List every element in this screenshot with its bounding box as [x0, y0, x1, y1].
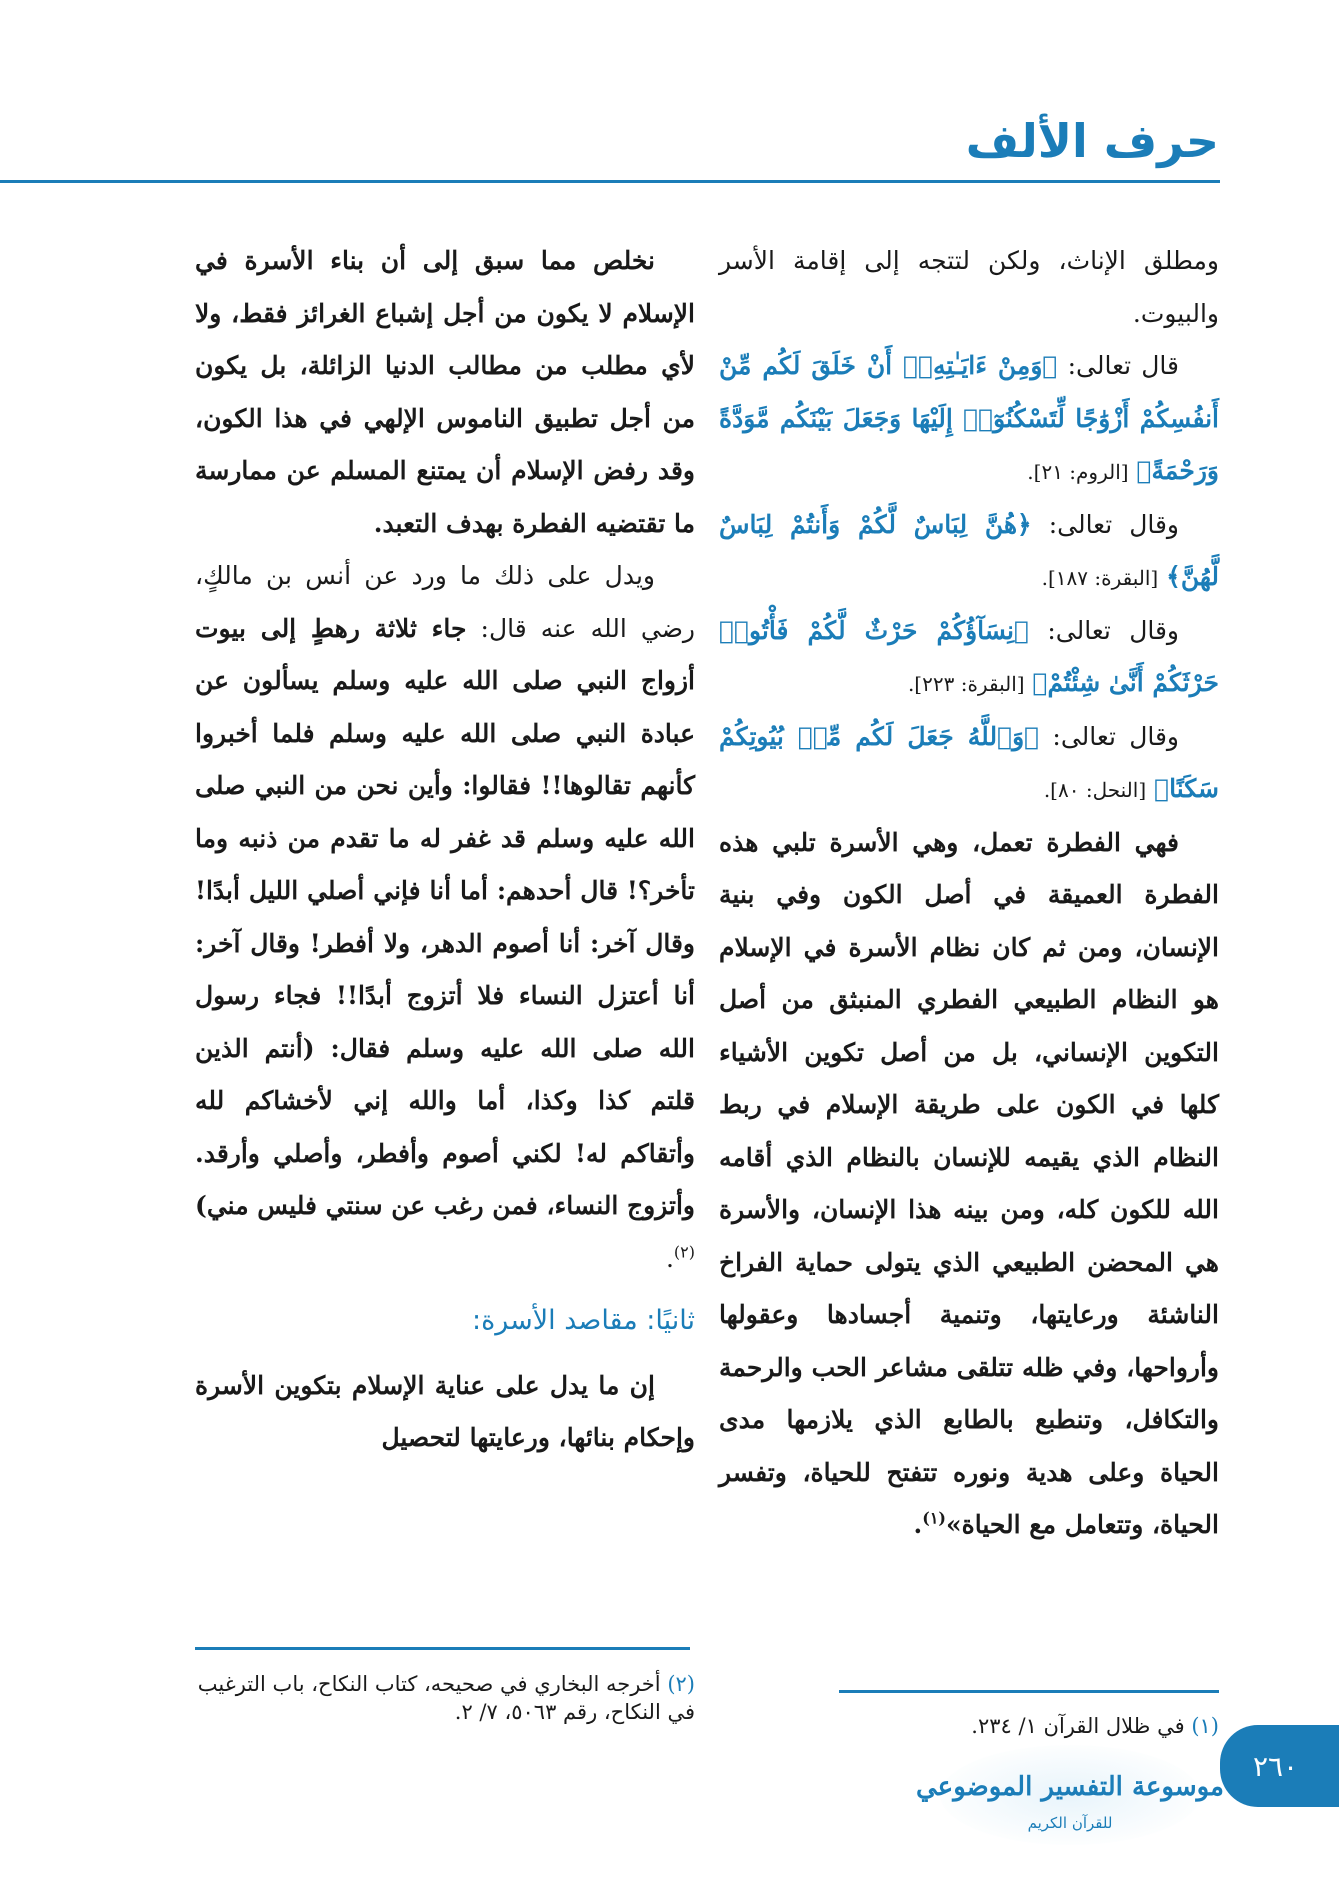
page-header-title: حرف الألف [965, 114, 1219, 168]
footnote [699, 1712, 1219, 1740]
quote-intro: وقال تعالى: [1052, 721, 1179, 751]
section-heading: ثانيًا: مقاصد الأسرة: [471, 1305, 695, 1336]
page-number-badge [1220, 1725, 1339, 1807]
quote-intro: وقال تعالى: [1047, 615, 1179, 645]
footnote-text: في ظلال القرآن ١/ ٢٣٤. [971, 1714, 1185, 1738]
encyclopedia-logo [916, 1740, 1224, 1850]
paragraph-text: ومطلق الإناث، ولكن لتتجه إلى إقامة الأسر والبيوت. [719, 246, 1219, 328]
paragraph-text: إن ما يدل على عناية الإسلام بتكوين الأسرة وإحكام بنائها، ورعايتها لتحصيل [195, 1370, 695, 1452]
footnote-marker[interactable]: (١) [922, 1508, 946, 1528]
quran-quote [719, 605, 1219, 711]
verse-reference: [البقرة: ١٨٧]. [1041, 566, 1159, 590]
page-number: ٢٦٠ [1252, 1749, 1299, 1783]
footnote-marker[interactable]: (٢) [673, 1242, 695, 1262]
footnote-rule [195, 1647, 690, 1650]
paragraph-text: فهي الفطرة تعمل، وهي الأسرة تلبي هذه الفطرة العميقة في أصل الكون وفي بنية الإنسان، ومن ثم كان نظام الأسرة في الإسلام هو النظام الطبيعي الفطري المنبثق من أصل التكوين الإنساني، بل من أصل تكوين الأشياء كلها في الكون على طريقة الإسلام في ربط النظام الذي يقيمه للإنسان بالنظام الذي أقامه الله للكون كله، ومن بينه هذا الإنسان، والأسرة هي المحضن الطبيعي الذي يتولى حماية الفراخ الناشئة ورعايتها، وتنمية أجسادها وعقولها وأرواحها، وفي ظله تتلقى مشاعر الحب والرحمة والتكافل، وتنطبع بالطابع الذي يلازمها مدى الحياة وعلى هدية ونوره تتفتح للحياة، وتفسر الحياة، وتتعامل مع الحياة» [719, 827, 1219, 1539]
right-column [719, 235, 1219, 1552]
paragraph-text: نخلص مما سبق إلى أن بناء الأسرة في الإسلام لا يكون من أجل إشباع الغرائز فقط، ولا لأي مطلب من مطالب الدنيا الزائلة، بل يكون من أجل تطبيق الناموس الإلهي في هذا الكون، وقد رفض الإسلام أن يمتنع المسلم عن ممارسة ما تقتضيه الفطرة بهدف التعبد. [195, 246, 695, 538]
quran-verse: ﴿وَٱللَّهُ جَعَلَ لَكُم مِّنۢ بُيُوتِكُمْ سَكَنًا﴾ [719, 721, 1219, 803]
quote-intro: قال تعالى: [1067, 351, 1179, 380]
paragraph [195, 1360, 695, 1465]
footnote-number: (١) [1191, 1714, 1219, 1738]
paragraph [719, 235, 1219, 340]
paragraph [195, 550, 695, 1285]
footnote [195, 1670, 695, 1726]
punctuation: . [913, 1510, 923, 1539]
verse-reference: [النحل: ٨٠]. [1043, 778, 1147, 802]
header-rule [0, 180, 1220, 183]
paragraph [719, 817, 1219, 1552]
punctuation: . [665, 1243, 674, 1273]
quran-quote [719, 340, 1219, 499]
logo-title: موسوعة التفسير الموضوعي [916, 1772, 1224, 1802]
quran-verse: ﴿نِسَآؤُكُمْ حَرْثٌ لَّكُمْ فَأْتُوا۟ حَرْثَكُمْ أَنَّىٰ شِئْتُمْ﴾ [719, 615, 1219, 697]
quran-quote [719, 711, 1219, 817]
paragraph [195, 235, 695, 550]
footnote-text: أخرجه البخاري في صحيحه، كتاب النكاح، باب الترغيب في النكاح، رقم ٥٠٦٣، ٧/ ٢. [197, 1672, 695, 1724]
quran-verse: ﴿وَمِنْ ءَايَـٰتِهِۦٓ أَنْ خَلَقَ لَكُم مِّنْ أَنفُسِكُمْ أَزْوَٰجًا لِّتَسْكُنُوٓا۟ إِلَيْهَا وَجَعَلَ بَيْنَكُم مَّوَدَّةً وَرَحْمَةً﴾ [719, 351, 1219, 485]
footnote-rule [839, 1690, 1219, 1693]
verse-reference: [الروم: ٢١]. [1027, 460, 1129, 484]
quote-intro: وقال تعالى: [1048, 509, 1179, 539]
quran-verse: ﴿هُنَّ لِبَاسٌ لَّكُمْ وَأَنتُمْ لِبَاسٌ لَّهُنَّ﴾ [719, 509, 1219, 591]
quran-quote [719, 499, 1219, 605]
paragraph-text: ويدل على ذلك ما ورد عن أنس بن مالكٍ، رضي الله عنه قال: [195, 561, 696, 643]
verse-reference: [البقرة: ٢٢٣]. [907, 672, 1025, 696]
hadith-text: جاء ثلاثة رهطٍ إلى بيوت أزواج النبي صلى الله عليه وسلم يسألون عن عبادة النبي صلى الله عليه وسلم فلما أخبروا كأنهم تقالوها!! فقالوا: وأين نحن من النبي صلى الله عليه وسلم قد غفر له ما تقدم من ذنبه وما تأخر؟! قال أحدهم: أما أنا فإني أصلي الليل أبدًا! وقال آخر: أنا أصوم الدهر، ولا أفطر! وقال آخر: أنا أعتزل النساء فلا أتزوج أبدًا!! فجاء رسول الله صلى الله عليه وسلم فقال: (أنتم الذين قلتم كذا وكذا، أما والله إني لأخشاكم لله وأتقاكم له! لكني أصوم وأفطر، وأصلي وأرقد. وأتزوج النساء، فمن رغب عن سنتي فليس مني) [195, 613, 695, 1220]
logo-subtitle: للقرآن الكريم [1027, 1814, 1113, 1832]
left-column [195, 235, 695, 1465]
footnote-number: (٢) [667, 1672, 695, 1696]
